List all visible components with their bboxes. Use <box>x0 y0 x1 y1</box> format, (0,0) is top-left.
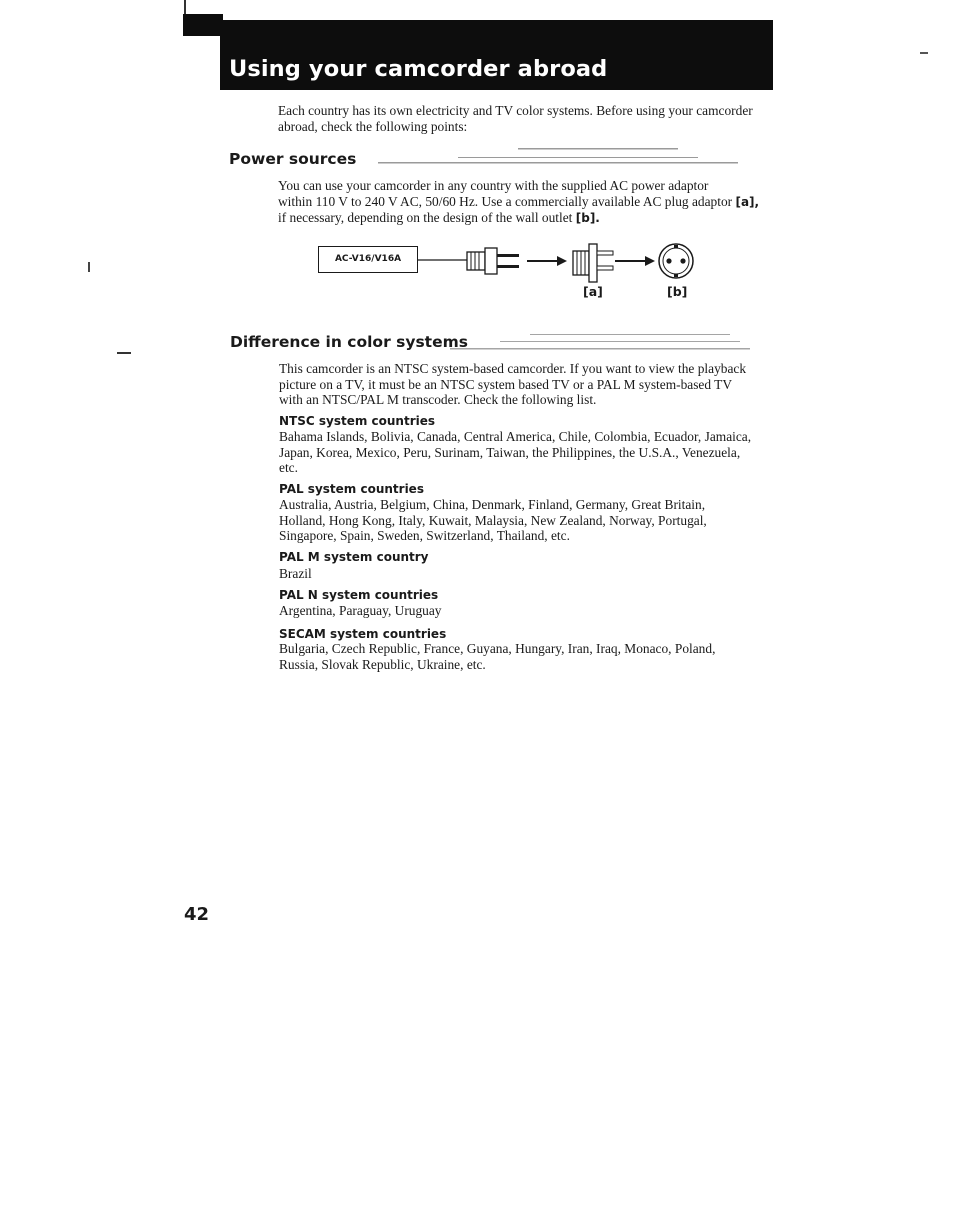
power-sources-heading: Power sources <box>229 150 357 168</box>
country-line: Bulgaria, Czech Republic, France, Guyana, Hungary, Iran, Iraq, Monaco, Poland, <box>279 641 716 656</box>
label-a: [a] <box>583 284 603 299</box>
header-tab <box>183 14 223 36</box>
power-body-line: You can use your camcorder in any country with the supplied AC power adaptor <box>278 178 709 193</box>
power-body-line: within 110 V to 240 V AC, 50/60 Hz. Use a commercially available AC plug adaptor [a], <box>278 193 760 209</box>
ntsc-countries <box>279 429 769 476</box>
color-systems-body <box>279 361 769 408</box>
power-sources-body <box>278 178 778 227</box>
pal-m-heading: PAL M system country <box>279 550 429 564</box>
intro-paragraph: Each country has its own electricity and TV color systems. Before using your camcorder abroad, check the following points: <box>278 103 753 134</box>
country-line: Brazil <box>279 566 312 581</box>
pal-heading: PAL system countries <box>279 482 424 496</box>
heading-speckle <box>338 148 738 170</box>
power-body-line: if necessary, depending on the design of the wall outlet [b]. <box>278 210 600 226</box>
ac-plug-icon <box>467 248 519 274</box>
scan-mark <box>117 352 131 354</box>
country-line: Japan, Korea, Mexico, Peru, Surinam, Taiwan, the Philippines, the U.S.A., Venezuela, <box>279 444 741 460</box>
ac-adaptor-box <box>318 246 418 273</box>
secam-countries <box>279 641 769 672</box>
ref-b: [b]. <box>575 211 600 226</box>
color-body-line: This camcorder is an NTSC system-based camcorder. If you want to view the playback <box>279 361 747 376</box>
label-b: [b] <box>667 284 688 299</box>
color-body-line: with an NTSC/PAL M transcoder. Check the following list. <box>279 392 597 408</box>
color-systems-heading: Difference in color systems <box>230 333 468 351</box>
secam-heading: SECAM system countries <box>279 627 447 641</box>
arrow-right-icon <box>615 256 655 266</box>
pal-n-heading: PAL N system countries <box>279 588 439 602</box>
pal-m-countries <box>279 566 769 582</box>
plug-adaptor-icon <box>573 244 613 282</box>
country-line: Russia, Slovak Republic, Ukraine, etc. <box>279 656 486 672</box>
scan-mark <box>920 52 928 62</box>
adaptor-label: AC-V16/V16A <box>334 254 402 264</box>
page-number: 42 <box>184 904 210 925</box>
country-line: Bahama Islands, Bolivia, Canada, Central America, Chile, Colombia, Ecuador, Jamaica, <box>279 429 752 444</box>
arrow-right-icon <box>527 256 567 266</box>
pal-n-countries <box>279 603 769 619</box>
ref-a: [a], <box>735 194 760 209</box>
country-line: Argentina, Paraguay, Uruguay <box>279 603 442 618</box>
color-body-line: picture on a TV, it must be an NTSC system based TV or a PAL M system-based TV <box>279 376 733 392</box>
wall-outlet-icon <box>659 244 693 278</box>
header-banner <box>220 20 773 90</box>
country-line: etc. <box>279 460 298 476</box>
page-title: Using your camcorder abroad <box>229 56 608 82</box>
pal-countries <box>279 497 769 544</box>
heading-speckle <box>440 330 770 354</box>
plug-diagram <box>415 238 715 288</box>
country-line: Holland, Hong Kong, Italy, Kuwait, Malaysia, New Zealand, Norway, Portugal, <box>279 512 707 528</box>
country-line: Australia, Austria, Belgium, China, Denmark, Finland, Germany, Great Britain, <box>279 497 706 512</box>
ntsc-heading: NTSC system countries <box>279 414 436 428</box>
scan-mark <box>184 0 186 14</box>
country-line: Singapore, Spain, Sweden, Switzerland, Thailand, etc. <box>279 528 570 544</box>
scan-mark <box>88 262 90 272</box>
